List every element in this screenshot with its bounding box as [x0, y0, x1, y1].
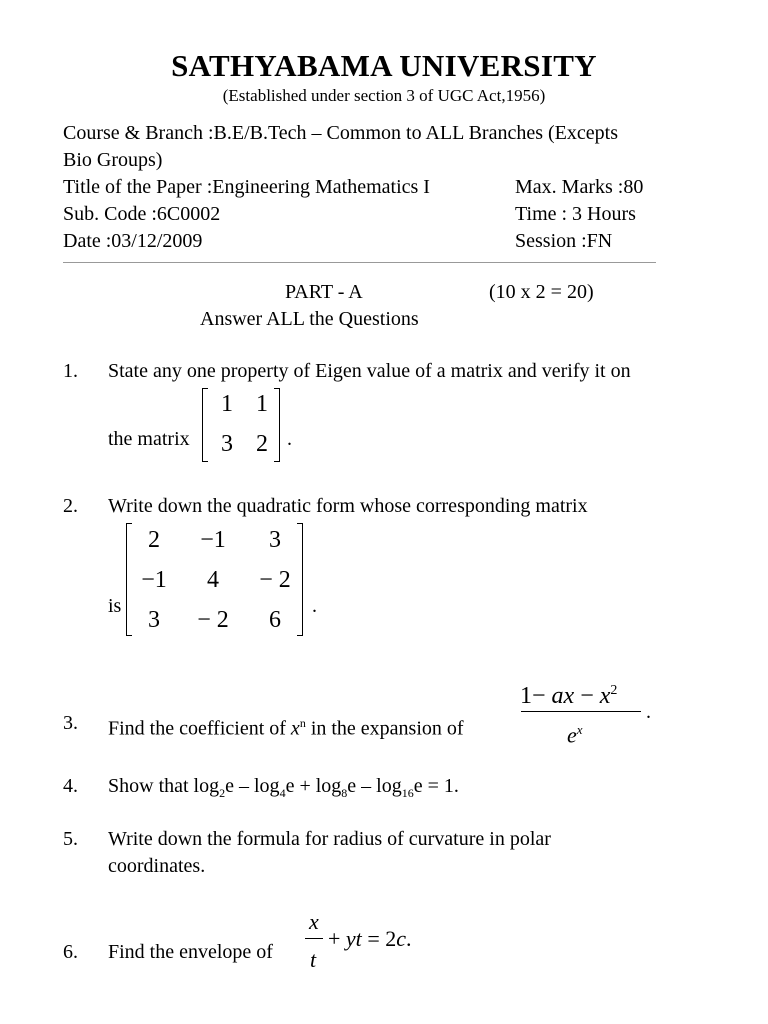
subject-code: Sub. Code :6C0002	[63, 203, 221, 225]
question-2-lead: is	[108, 595, 122, 617]
question-1-text: State any one property of Eigen value of a matrix and verify it on	[108, 360, 631, 382]
matrix-cell: 6	[269, 607, 281, 633]
matrix-cell: 3	[221, 431, 233, 457]
q4-part: e + log	[285, 775, 342, 797]
question-1-number: 1.	[63, 360, 78, 382]
numerator-exponent: 2	[610, 683, 618, 698]
question-3-variable: x	[290, 717, 300, 740]
denominator-base: e	[567, 722, 577, 748]
matrix-right-bracket	[297, 523, 303, 636]
q4-base: 2	[219, 786, 226, 800]
header-divider	[63, 262, 656, 263]
matrix-cell: −1	[141, 567, 167, 593]
matrix-cell: 3	[269, 527, 281, 553]
eq-part: = 2	[361, 926, 397, 951]
question-2-number: 2.	[63, 495, 78, 517]
question-3-numerator	[520, 676, 617, 711]
matrix-cell: −1	[200, 527, 226, 553]
frac-numerator-var: x	[309, 909, 319, 934]
university-name: SATHYABAMA UNIVERSITY	[171, 48, 597, 83]
eq-part: .	[406, 926, 412, 951]
question-6-fraction-bar	[305, 938, 323, 939]
question-3-exponent: n	[299, 716, 306, 730]
exam-session: Session :FN	[515, 230, 613, 252]
part-marks: (10 x 2 = 20)	[489, 281, 594, 303]
q4-base: 4	[279, 786, 286, 800]
matrix-cell: 2	[256, 431, 268, 457]
q4-part: e – log	[347, 775, 402, 797]
matrix-cell: 1	[256, 391, 268, 417]
question-2-text: Write down the quadratic form whose corresponding matrix	[108, 495, 588, 517]
paper-title: Title of the Paper :Engineering Mathematics I	[63, 176, 430, 198]
question-5-line2: coordinates.	[108, 855, 206, 877]
exam-time: Time : 3 Hours	[515, 203, 636, 225]
eq-part: yt	[345, 926, 362, 951]
question-3-number: 3.	[63, 712, 78, 734]
question-1-lead: the matrix	[108, 428, 190, 450]
eq-part: c	[396, 926, 406, 951]
question-6-frac-numerator	[309, 908, 319, 936]
numerator-part: x	[599, 683, 611, 709]
matrix-cell: 3	[148, 607, 160, 633]
question-3-trail: .	[646, 701, 651, 723]
question-2-trail: .	[312, 595, 317, 617]
matrix-cell: − 2	[259, 567, 291, 593]
matrix-cell: 1	[221, 391, 233, 417]
q4-base: 8	[341, 786, 348, 800]
frac-denominator-var: t	[310, 947, 317, 972]
denominator-exponent: x	[576, 722, 583, 737]
question-6-text: Find the envelope of	[108, 941, 273, 963]
question-4-number: 4.	[63, 775, 78, 797]
matrix-cell: − 2	[197, 607, 229, 633]
q4-part: e = 1.	[413, 775, 459, 797]
question-5-line1: Write down the formula for radius of curvature in polar	[108, 828, 551, 850]
question-3-fraction-bar	[521, 711, 641, 712]
q4-part: e – log	[225, 775, 280, 797]
course-branch-line2: Bio Groups)	[63, 149, 163, 171]
matrix-cell: 4	[207, 567, 219, 593]
question-6-equation	[328, 925, 412, 953]
question-3-denominator	[567, 716, 583, 749]
part-instruction: Answer ALL the Questions	[200, 308, 419, 330]
q4-part: Show that log	[108, 775, 220, 797]
matrix-cell: 2	[148, 527, 160, 553]
numerator-part: −	[574, 683, 600, 709]
question-3-text-a: Find the coefficient of	[108, 717, 291, 740]
q4-base: 16	[401, 786, 414, 800]
numerator-part: 1−	[520, 683, 552, 709]
numerator-part: ax	[551, 683, 575, 709]
question-3-text	[108, 711, 464, 741]
eq-part: +	[328, 926, 346, 951]
question-4-text	[108, 774, 459, 805]
established-note: (Established under section 3 of UGC Act,1956)	[222, 86, 546, 105]
question-5-number: 5.	[63, 828, 78, 850]
question-3-text-b: in the expansion of	[305, 717, 464, 740]
question-1-trail: .	[287, 428, 292, 450]
max-marks: Max. Marks :80	[515, 176, 644, 198]
question-6-number: 6.	[63, 941, 78, 963]
matrix-left-bracket	[202, 388, 208, 462]
exam-date: Date :03/12/2009	[63, 230, 203, 252]
question-6-frac-denominator	[310, 946, 316, 974]
matrix-right-bracket	[274, 388, 280, 462]
course-branch-line1: Course & Branch :B.E/B.Tech – Common to ALL Branches (Excepts	[63, 122, 618, 144]
part-title: PART - A	[285, 281, 363, 303]
